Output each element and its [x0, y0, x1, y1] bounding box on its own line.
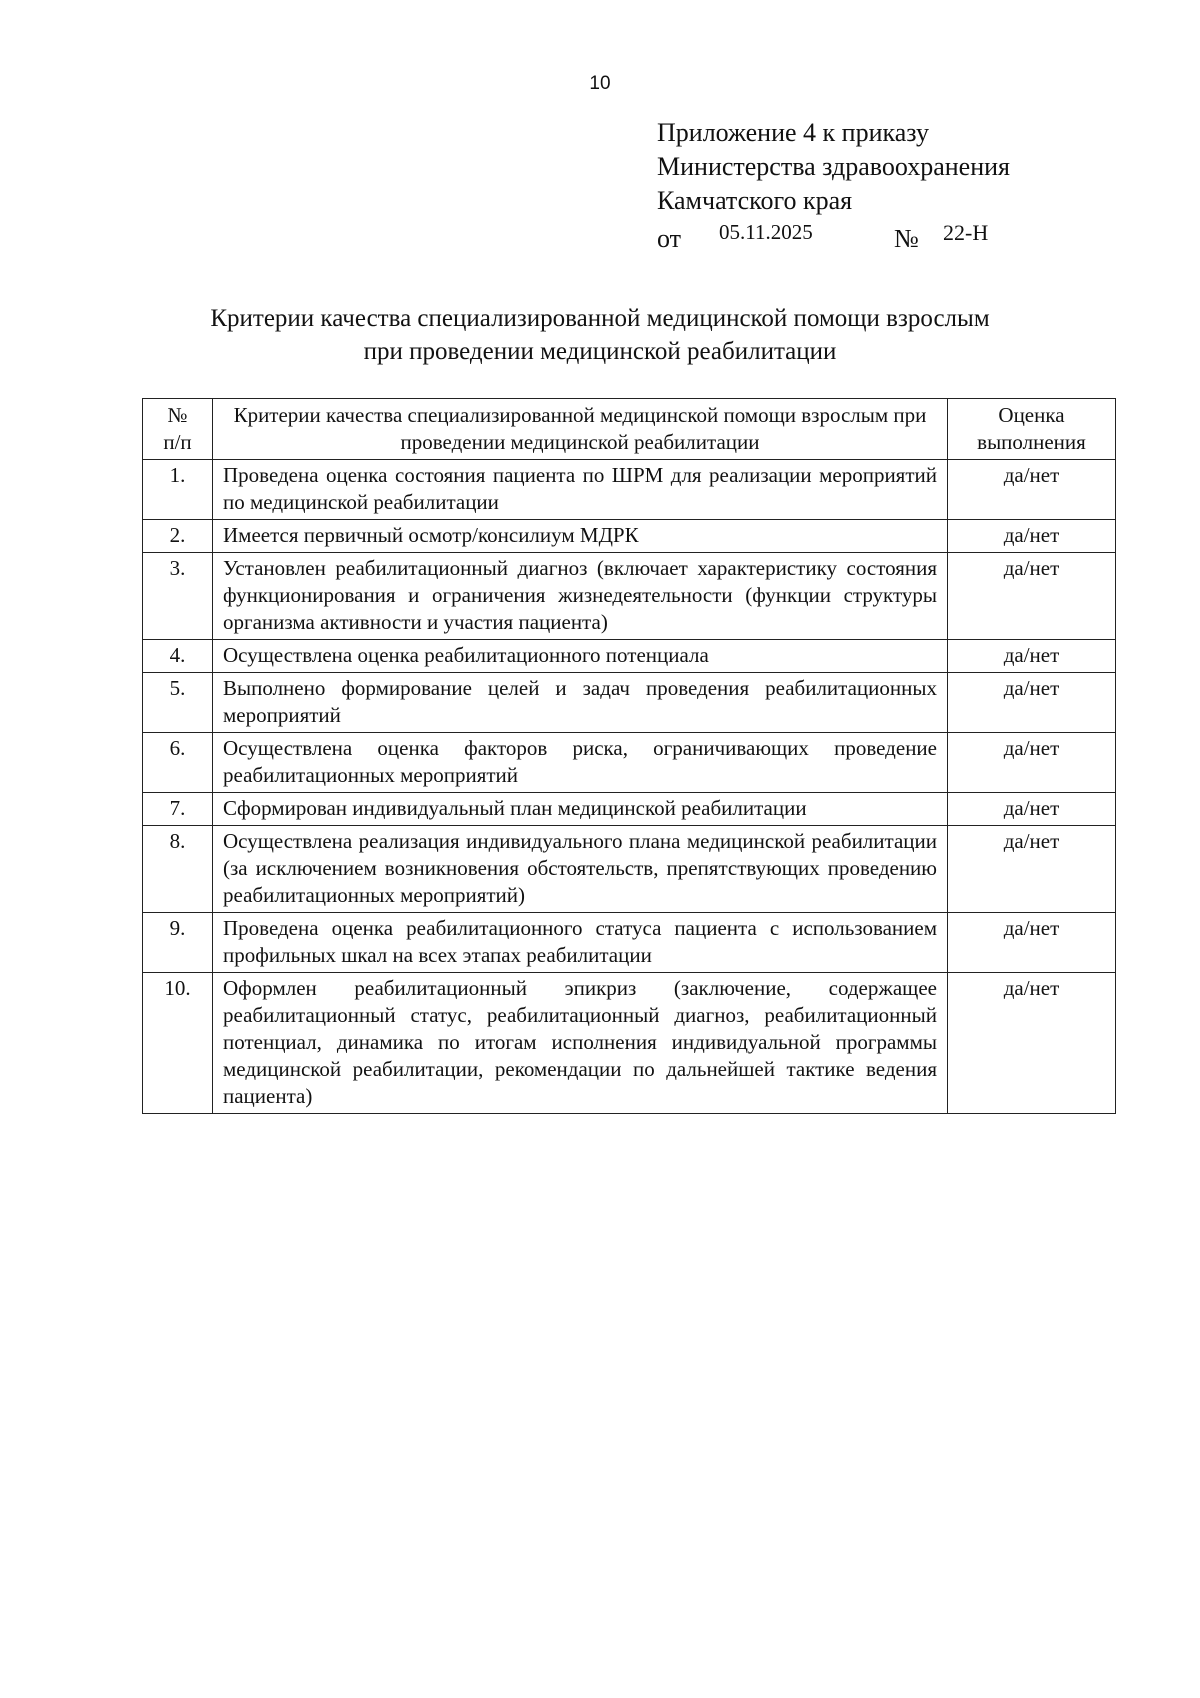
row-criterion: Имеется первичный осмотр/консилиум МДРК [213, 520, 948, 553]
appendix-line-2: Министерства здравоохранения [657, 152, 1010, 181]
row-criterion: Проведена оценка реабилитационного статуса пациента с использованием профильных шкал на всех этапах реабилитации [213, 913, 948, 973]
order-number: 22-Н [943, 220, 989, 245]
row-criterion: Осуществлена оценка реабилитационного потенциала [213, 640, 948, 673]
table-header-row [143, 399, 1116, 460]
row-score: да/нет [948, 520, 1116, 553]
row-criterion: Осуществлена оценка факторов риска, ограничивающих проведение реабилитационных мероприятий [213, 733, 948, 793]
row-criterion: Осуществлена реализация индивидуального плана медицинской реабилитации (за исключением возникновения обстоятельств, препятствующих проведению реабилитационных мероприятий) [213, 826, 948, 913]
table-row [143, 826, 1116, 913]
document-title [150, 302, 1050, 368]
row-number: 6. [143, 733, 213, 793]
row-score: да/нет [948, 793, 1116, 826]
row-criterion: Проведена оценка состояния пациента по ШРМ для реализации мероприятий по медицинской реабилитации [213, 460, 948, 520]
table-row [143, 460, 1116, 520]
row-number: 7. [143, 793, 213, 826]
row-number: 2. [143, 520, 213, 553]
row-score: да/нет [948, 973, 1116, 1114]
header-score [948, 399, 1116, 460]
row-number: 5. [143, 673, 213, 733]
header-number [143, 399, 213, 460]
table-row [143, 973, 1116, 1114]
table-row [143, 733, 1116, 793]
criteria-table-body [143, 460, 1116, 1114]
order-number-label: № [894, 224, 919, 253]
table-row [143, 520, 1116, 553]
appendix-header [657, 116, 1010, 252]
row-score: да/нет [948, 673, 1116, 733]
row-number: 8. [143, 826, 213, 913]
row-number: 10. [143, 973, 213, 1114]
table-row [143, 673, 1116, 733]
order-from-label: от [657, 224, 682, 253]
row-score: да/нет [948, 553, 1116, 640]
row-score: да/нет [948, 640, 1116, 673]
row-number: 3. [143, 553, 213, 640]
row-number: 4. [143, 640, 213, 673]
row-criterion: Оформлен реабилитационный эпикриз (заключение, содержащее реабилитационный статус, реабилитационный диагноз, реабилитационный потенциал, динамика по итогам исполнения индивидуальной программы медицинской реабилитации, рекомендации по дальнейшей тактике ведения пациента) [213, 973, 948, 1114]
table-row [143, 793, 1116, 826]
table-row [143, 913, 1116, 973]
table-row [143, 553, 1116, 640]
appendix-line-1: Приложение 4 к приказу [657, 118, 930, 147]
row-number: 9. [143, 913, 213, 973]
row-number: 1. [143, 460, 213, 520]
row-score: да/нет [948, 826, 1116, 913]
header-score-line-1: Оценка [998, 403, 1065, 427]
row-score: да/нет [948, 460, 1116, 520]
row-score: да/нет [948, 913, 1116, 973]
row-score: да/нет [948, 733, 1116, 793]
order-date: 05.11.2025 [719, 220, 813, 244]
row-criterion: Выполнено формирование целей и задач проведения реабилитационных мероприятий [213, 673, 948, 733]
order-details [657, 218, 1010, 252]
header-number-line-2: п/п [163, 430, 192, 454]
table-row [143, 640, 1116, 673]
header-criteria: Критерии качества специализированной медицинской помощи взрослым при проведении медицинской реабилитации [213, 399, 948, 460]
criteria-table [142, 398, 1116, 1114]
header-number-line-1: № [167, 403, 188, 427]
row-criterion: Установлен реабилитационный диагноз (включает характеристику состояния функционирования и ограничения жизнедеятельности (функции структуры организма активности и участия пациента) [213, 553, 948, 640]
header-score-line-2: выполнения [977, 430, 1086, 454]
page-number: 10 [589, 73, 611, 94]
row-criterion: Сформирован индивидуальный план медицинской реабилитации [213, 793, 948, 826]
appendix-line-3: Камчатского края [657, 186, 853, 215]
document-title-line-2: при проведении медицинской реабилитации [363, 338, 837, 365]
document-title-line-1: Критерии качества специализированной медицинской помощи взрослым [210, 305, 990, 332]
